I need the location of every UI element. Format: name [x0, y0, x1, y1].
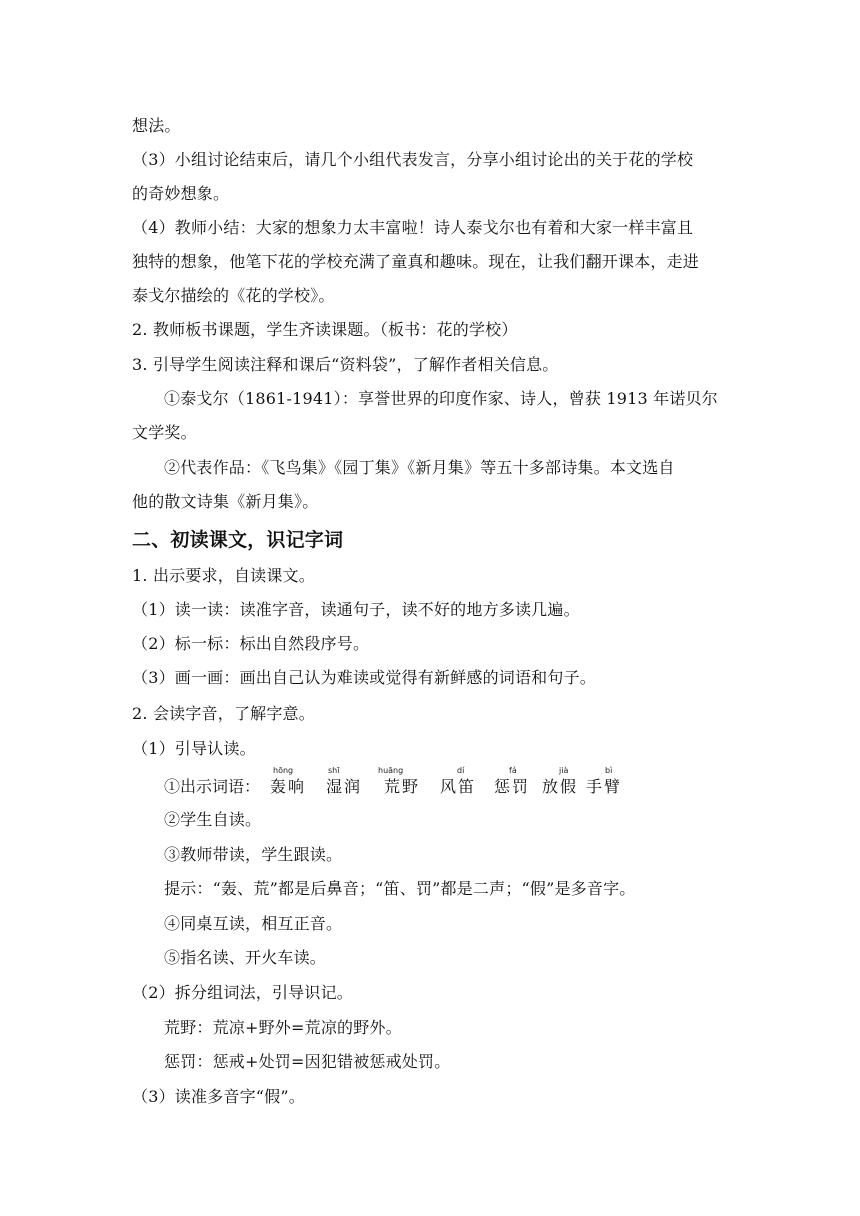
word-text: 惩罚 [494, 777, 531, 796]
paragraph-line: 提示：“轰、荒”都是后鼻音；“笛、罚”都是二声；“假”是多音字。 [164, 879, 636, 898]
paragraph-line: 想法。 [132, 116, 181, 135]
paragraph-line: 文学奖。 [132, 423, 197, 442]
word-text: 放假 [542, 777, 579, 796]
paragraph-line: （1）读一读：读准字音，读通句子，读不好的地方多读几遍。 [132, 600, 580, 619]
vocabulary-row [164, 766, 724, 800]
paragraph-line: （3）小组讨论结束后，请几个小组代表发言，分享小组讨论出的关于花的学校 [132, 150, 694, 169]
word-text: 荒野 [384, 777, 421, 796]
paragraph-line: 他的散文诗集《新月集》。 [132, 492, 319, 511]
paragraph-line: （4）教师小结：大家的想象力太丰富啦！诗人泰戈尔也有着和大家一样丰富且 [132, 218, 694, 237]
paragraph-line: 独特的想象，他笔下花的学校充满了童真和趣味。现在，让我们翻开课本，走进 [132, 252, 700, 271]
paragraph-line: （3）读准多音字“假”。 [132, 1087, 305, 1106]
paragraph-line: （2）拆分组词法，引导识记。 [132, 983, 353, 1002]
pinyin: jià [559, 766, 569, 775]
paragraph-line: 惩罚：惩戒+处罚=因犯错被惩戒处罚。 [164, 1052, 451, 1071]
paragraph-line: （3）画一画：画出自己认为难读或觉得有新鲜感的词语和句子。 [132, 668, 596, 687]
paragraph-line: 2. 会读字音，了解字意。 [132, 704, 315, 723]
paragraph-line: （2）标一标：标出自然段序号。 [132, 634, 370, 653]
paragraph-line: ⑤指名读、开火车读。 [164, 948, 327, 967]
pinyin: hōng [273, 766, 294, 775]
word-text: 湿润 [326, 777, 363, 796]
pinyin: shī [328, 766, 340, 775]
paragraph-line: 泰戈尔描绘的《花的学校》。 [132, 286, 335, 305]
section-heading: 二、初读课文，识记字词 [132, 529, 344, 551]
pinyin: fá [509, 766, 517, 775]
paragraph-line: ①泰戈尔（1861-1941）：享誉世界的印度作家、诗人，曾获 1913 年诺贝尔 [164, 389, 718, 408]
word-text: 风笛 [440, 777, 477, 796]
vocabulary-label: ①出示词语： [164, 777, 261, 796]
paragraph-line: ②学生自读。 [164, 810, 262, 829]
paragraph-line: 1. 出示要求，自读课文。 [132, 566, 315, 585]
pinyin: dí [457, 766, 465, 775]
word-text: 轰响 [270, 777, 307, 796]
paragraph-line: 的奇妙想象。 [132, 184, 230, 203]
paragraph-line: ②代表作品：《飞鸟集》《园丁集》《新月集》等五十多部诗集。本文选自 [164, 458, 675, 477]
paragraph-line: 3. 引导学生阅读注释和课后“资料袋”，了解作者相关信息。 [132, 355, 559, 374]
word-text: 手臂 [586, 777, 623, 796]
pinyin: huāng [378, 766, 404, 775]
paragraph-line: （1）引导认读。 [132, 739, 256, 758]
pinyin: bì [605, 766, 613, 775]
paragraph-line: 2. 教师板书课题，学生齐读课题。（板书：花的学校） [132, 320, 518, 339]
paragraph-line: ④同桌互读，相互正音。 [164, 914, 343, 933]
paragraph-line: ③教师带读，学生跟读。 [164, 845, 343, 864]
paragraph-line: 荒野：荒凉+野外=荒凉的野外。 [164, 1018, 402, 1037]
